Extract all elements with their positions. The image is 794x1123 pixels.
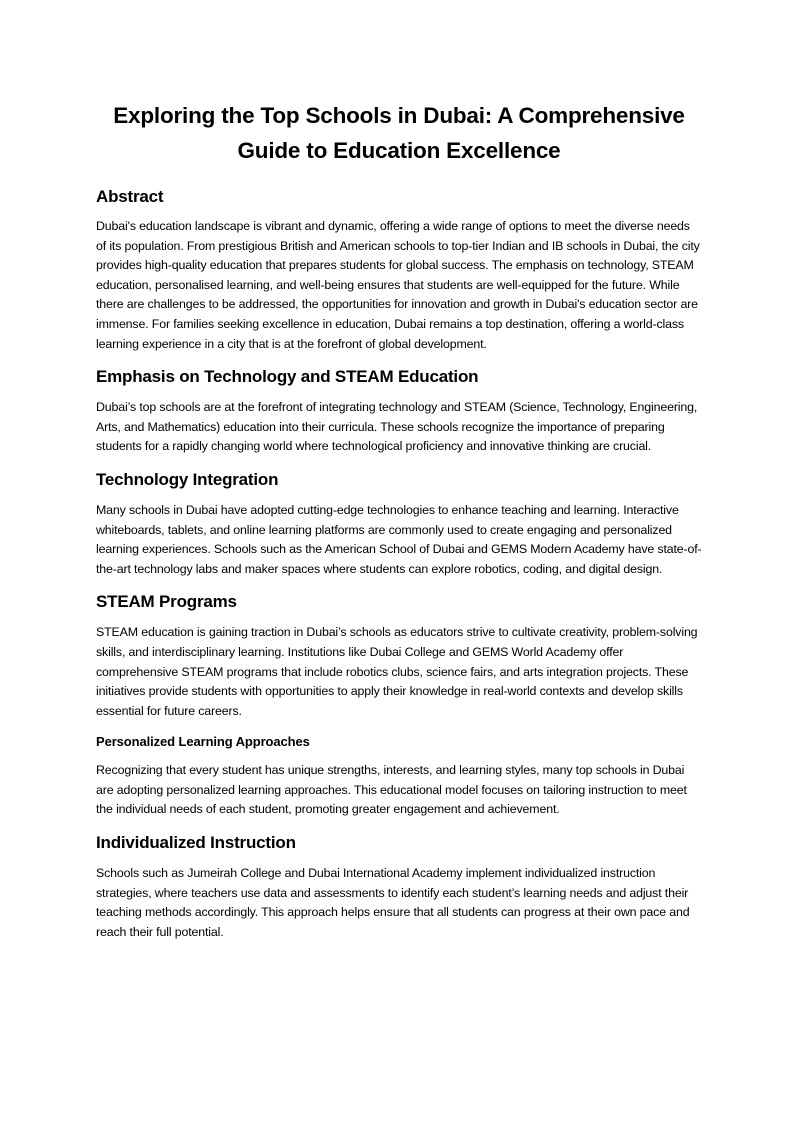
section-heading-steam-programs: STEAM Programs [96, 592, 237, 612]
section-body-abstract: Dubai's education landscape is vibrant and dynamic, offering a wide range of options to meet the diverse needs of its population. From prestigious British and American schools to top-tier Indian and IB schools in Dubai, the city provides high-quality education that prepares students for global success. The emphasis on technology, STEAM education, personalised learning, and well-being ensures that students are well-equipped for the future. While there are challenges to be addressed, the opportunities for innovation and growth in Dubai's education sector are immense. For families seeking excellence in education, Dubai remains a top destination, offering a world-class learning experience in a city that is at the forefront of global development. [96, 219, 700, 351]
document-page [96, 98, 702, 942]
section-body-personalized-learning: Recognizing that every student has unique strengths, interests, and learning styles, many top schools in Dubai are adopting personalized learning approaches. This educational model focuses on tailoring instruction to meet the individual needs of each student, promoting greater engagement and achievement. [96, 763, 687, 817]
section-heading-emphasis: Emphasis on Technology and STEAM Education [96, 367, 479, 387]
section-body-steam-programs: STEAM education is gaining traction in Dubai’s schools as educators strive to cultivate creativity, problem-solving skills, and interdisciplinary learning. Institutions like Dubai College and GEMS World Academy offer comprehensive STEAM programs that include robotics clubs, science fairs, and arts integration projects. These initiatives provide students with opportunities to apply their knowledge in real-world contexts and develop skills essential for future careers. [96, 625, 698, 718]
section-heading-personalized-learning: Personalized Learning Approaches [96, 734, 310, 750]
section-body-emphasis: Dubai’s top schools are at the forefront of integrating technology and STEAM (Science, Technology, Engineering, Arts, and Mathematics) education into their curricula. These schools recognize the importance of preparing students for a rapidly changing world where technological proficiency and innovative thinking are crucial. [96, 400, 698, 454]
section-body-individualized-instruction: Schools such as Jumeirah College and Dubai International Academy implement individualized instruction strategies, where teachers use data and assessments to identify each student’s learning needs and adjust their teaching methods accordingly. This approach helps ensure that all students can progress at their own pace and reach their full potential. [96, 866, 690, 939]
section-heading-individualized-instruction: Individualized Instruction [96, 833, 296, 853]
section-body-technology-integration: Many schools in Dubai have adopted cutting-edge technologies to enhance teaching and learning. Interactive whiteboards, tablets, and online learning platforms are commonly used to create engaging and personalized learning experiences. Schools such as the American School of Dubai and GEMS Modern Academy have state-of-the-art technology labs and maker spaces where students can explore robotics, coding, and digital design. [96, 502, 702, 576]
section-heading-abstract: Abstract [96, 187, 164, 206]
section-heading-technology-integration: Technology Integration [96, 469, 279, 489]
document-title: Exploring the Top Schools in Dubai: A Comprehensive Guide to Education Excellence [113, 103, 685, 163]
